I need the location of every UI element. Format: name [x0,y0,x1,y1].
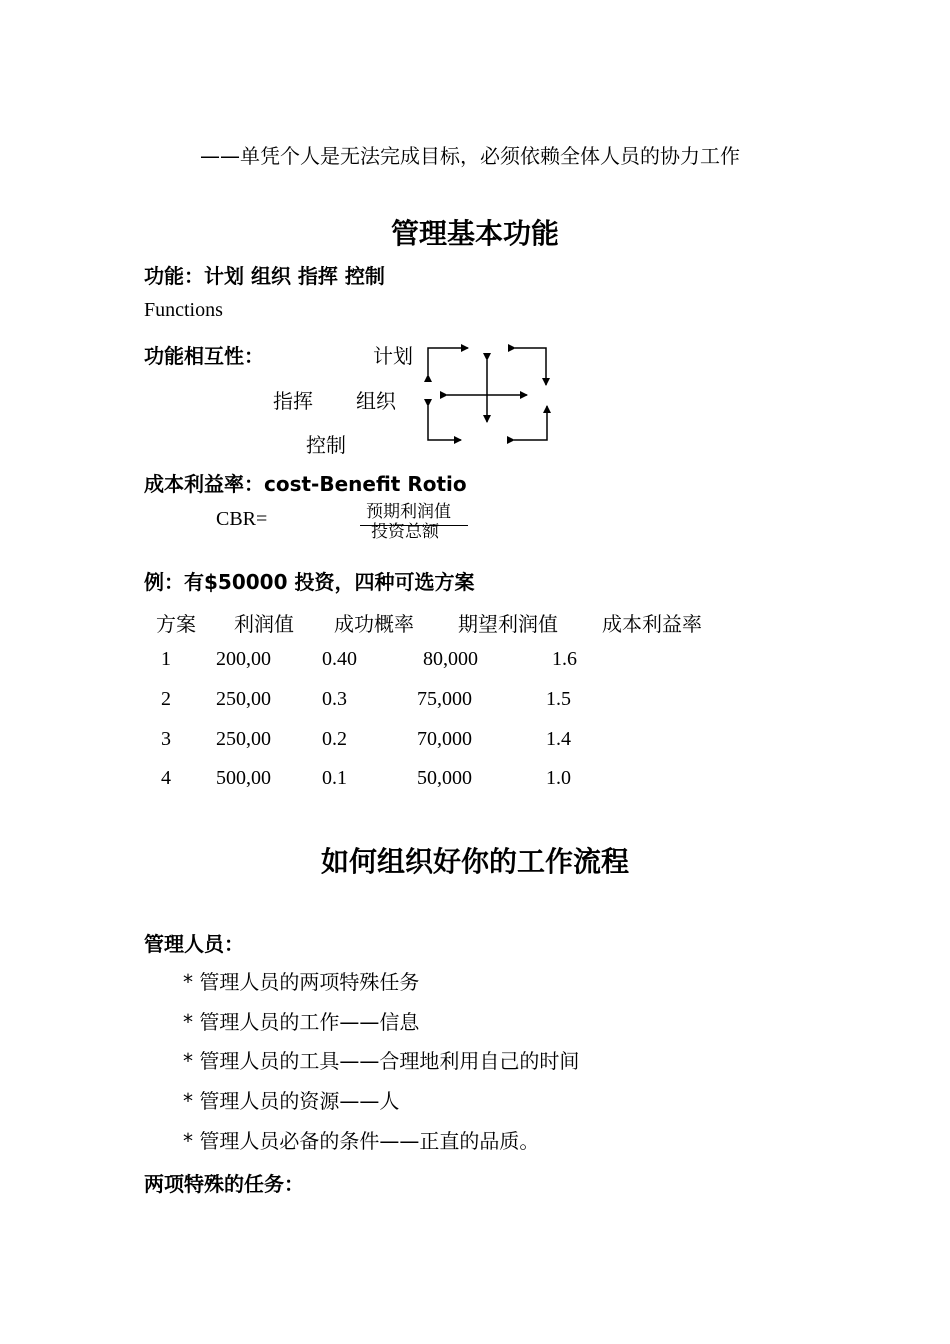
quote-line: ——单凭个人是无法完成目标，必须依赖全体人员的协力工作 [200,144,740,168]
cell-probability: 0.3 [322,688,347,710]
cell-profit: 250,00 [216,688,271,710]
cbr-numerator: 预期利润值 [366,502,451,522]
cell-expected: 80,000 [423,648,478,670]
cbr-label [144,468,467,497]
cell-expected: 50,000 [417,767,472,789]
section-title-basic-functions: 管理基本功能 [390,217,559,250]
list-item: * 管理人员的两项特殊任务 [183,970,420,994]
cell-probability: 0.1 [322,767,347,789]
list-item: * 管理人员的工作——信息 [183,1010,420,1034]
table-header-plan: 方案 [156,612,196,636]
cbr-prefix: CBR= [216,508,268,530]
cbr-denominator: 投资总额 [371,522,439,542]
cell-plan: 1 [161,648,171,670]
cell-profit: 500,00 [216,767,271,789]
arrow-bottom-left [428,406,461,440]
cell-cbr: 1.5 [546,688,571,710]
tasks-label: 两项特殊的任务： [144,1172,304,1196]
functions-line: 功能：计划 组织 指挥 控制 [144,264,385,288]
cbr-label-text: 成本利益率：cost-Benefit Rotio [144,472,467,496]
table-header-probability: 成功概率 [334,612,414,636]
list-item: * 管理人员必备的条件——正直的品质。 [183,1129,540,1153]
cell-profit: 250,00 [216,728,271,750]
example-line: 例：有$50000 投资，四种可选方案 [144,570,475,594]
cell-expected: 75,000 [417,688,472,710]
list-item: * 管理人员的资源——人 [183,1089,400,1113]
table-header-expected: 期望利润值 [458,612,558,636]
table-header-profit: 利润值 [234,612,294,636]
cell-cbr: 1.4 [546,728,571,750]
arrow-top-left [428,348,468,375]
cell-profit: 200,00 [216,648,271,670]
diagram-label-plan: 计划 [373,344,413,368]
arrow-top-right [515,348,546,385]
table-header-cbr: 成本利益率 [602,612,702,636]
diagram-label-control: 控制 [306,433,346,457]
cell-plan: 3 [161,728,171,750]
arrow-bottom-right [514,406,547,440]
diagram-label-command: 指挥 [273,389,313,413]
cell-probability: 0.40 [322,648,357,670]
cell-cbr: 1.0 [546,767,571,789]
diagram-label-organize: 组织 [356,389,396,413]
cell-probability: 0.2 [322,728,347,750]
cell-plan: 4 [161,767,171,789]
cell-cbr: 1.6 [552,648,577,670]
cell-plan: 2 [161,688,171,710]
managers-label: 管理人员： [144,932,244,956]
cell-expected: 70,000 [417,728,472,750]
list-item: * 管理人员的工具——合理地利用自己的时间 [183,1049,580,1073]
section-title-workflow: 如何组织好你的工作流程 [320,845,629,878]
function-cycle-diagram [415,340,565,450]
interrelation-label: 功能相互性： [144,344,264,368]
functions-english: Functions [144,299,223,321]
